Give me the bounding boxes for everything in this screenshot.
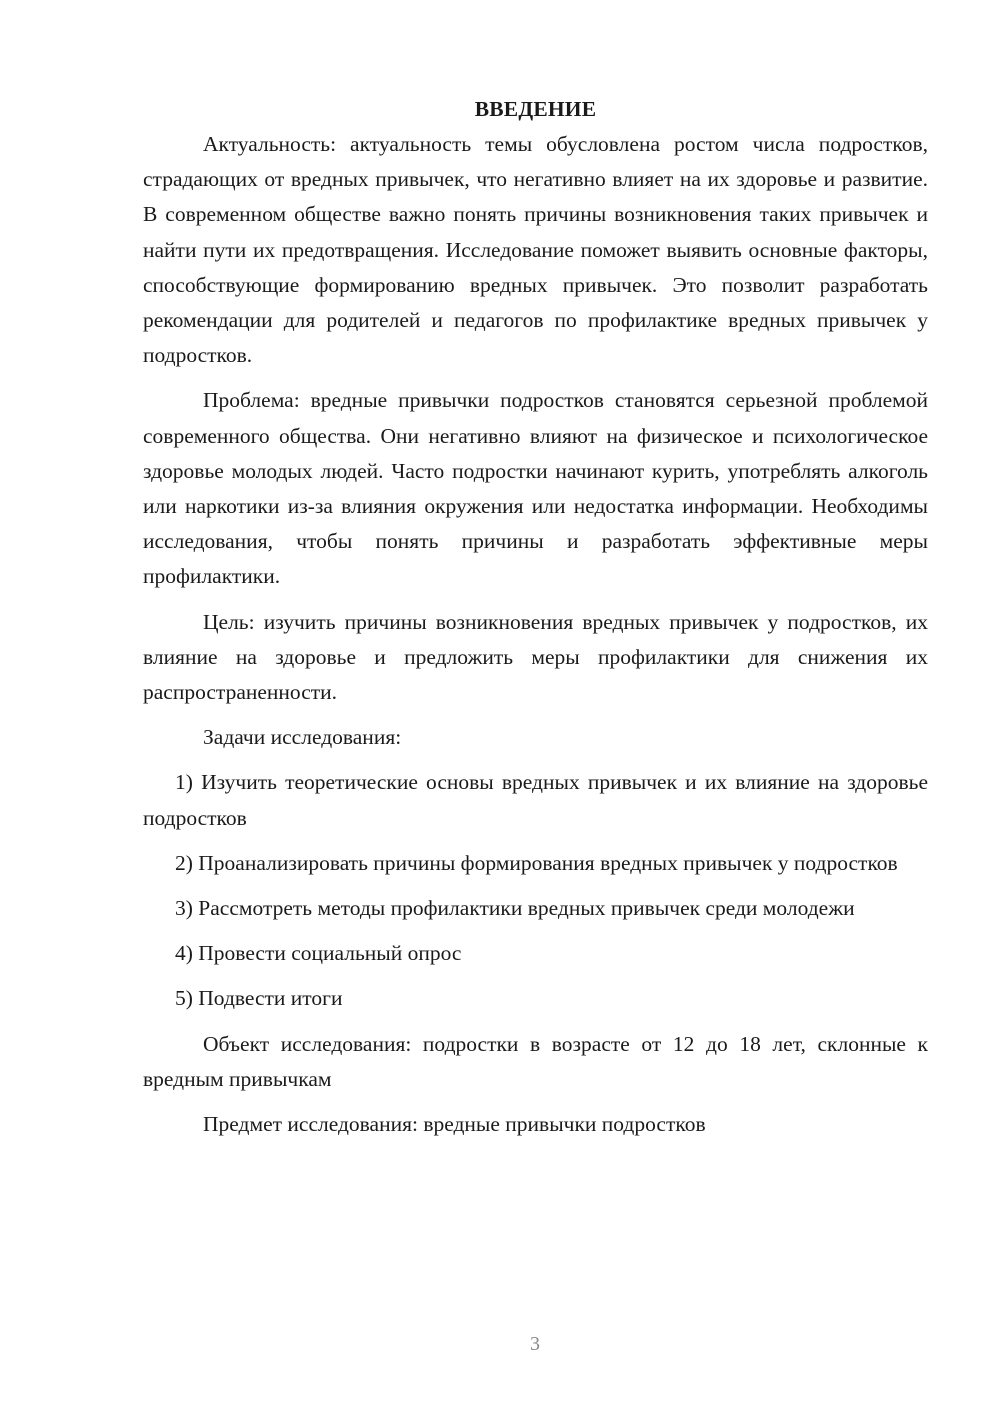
list-item: 2) Проанализировать причины формирования вредных привычек у подростков	[175, 850, 898, 875]
paragraph-object: Объект исследования: подростки в возрасте от 12 до 18 лет, склонные к вредным привычкам	[143, 1031, 928, 1091]
section-title: ВВЕДЕНИЕ	[474, 97, 597, 121]
paragraph-problem: Проблема: вредные привычки подростков становятся серьезной проблемой современного общества. Они негативно влияют на физическое и психологическое здоровье молодых людей. Часто подростки начинают курить, употреблять алкоголь или наркотики из-за влияния окружения или недостатка информации. Необходимы исследования, чтобы понять причины и разработать эффективные меры профилактики.	[143, 388, 928, 589]
list-item: 5) Подвести итоги	[175, 986, 343, 1011]
paragraph-goal: Цель: изучить причины возникновения вредных привычек у подростков, их влияние на здоровье и предложить меры профилактики для снижения их распространенности.	[143, 609, 928, 705]
document-page	[143, 92, 928, 1152]
paragraph-subject: Предмет исследования: вредные привычки подростков	[203, 1112, 706, 1137]
list-item: 1) Изучить теоретические основы вредных привычек и их влияние на здоровье подростков	[143, 770, 928, 830]
page-number: 3	[530, 1333, 540, 1355]
list-item: 3) Рассмотреть методы профилактики вредных привычек среди молодежи	[175, 896, 855, 921]
paragraph-relevance: Актуальность: актуальность темы обусловлена ростом числа подростков, страдающих от вредных привычек, что негативно влияет на их здоровье и развитие. В современном обществе важно понять причины возникновения таких привычек и найти пути их предотвращения. Исследование поможет выявить основные факторы, способствующие формированию вредных привычек. Это позволит разработать рекомендации для родителей и педагогов по профилактике вредных привычек у подростков.	[143, 132, 928, 368]
paragraph-tasks-heading: Задачи исследования:	[203, 725, 402, 750]
list-item: 4) Провести социальный опрос	[175, 941, 462, 966]
